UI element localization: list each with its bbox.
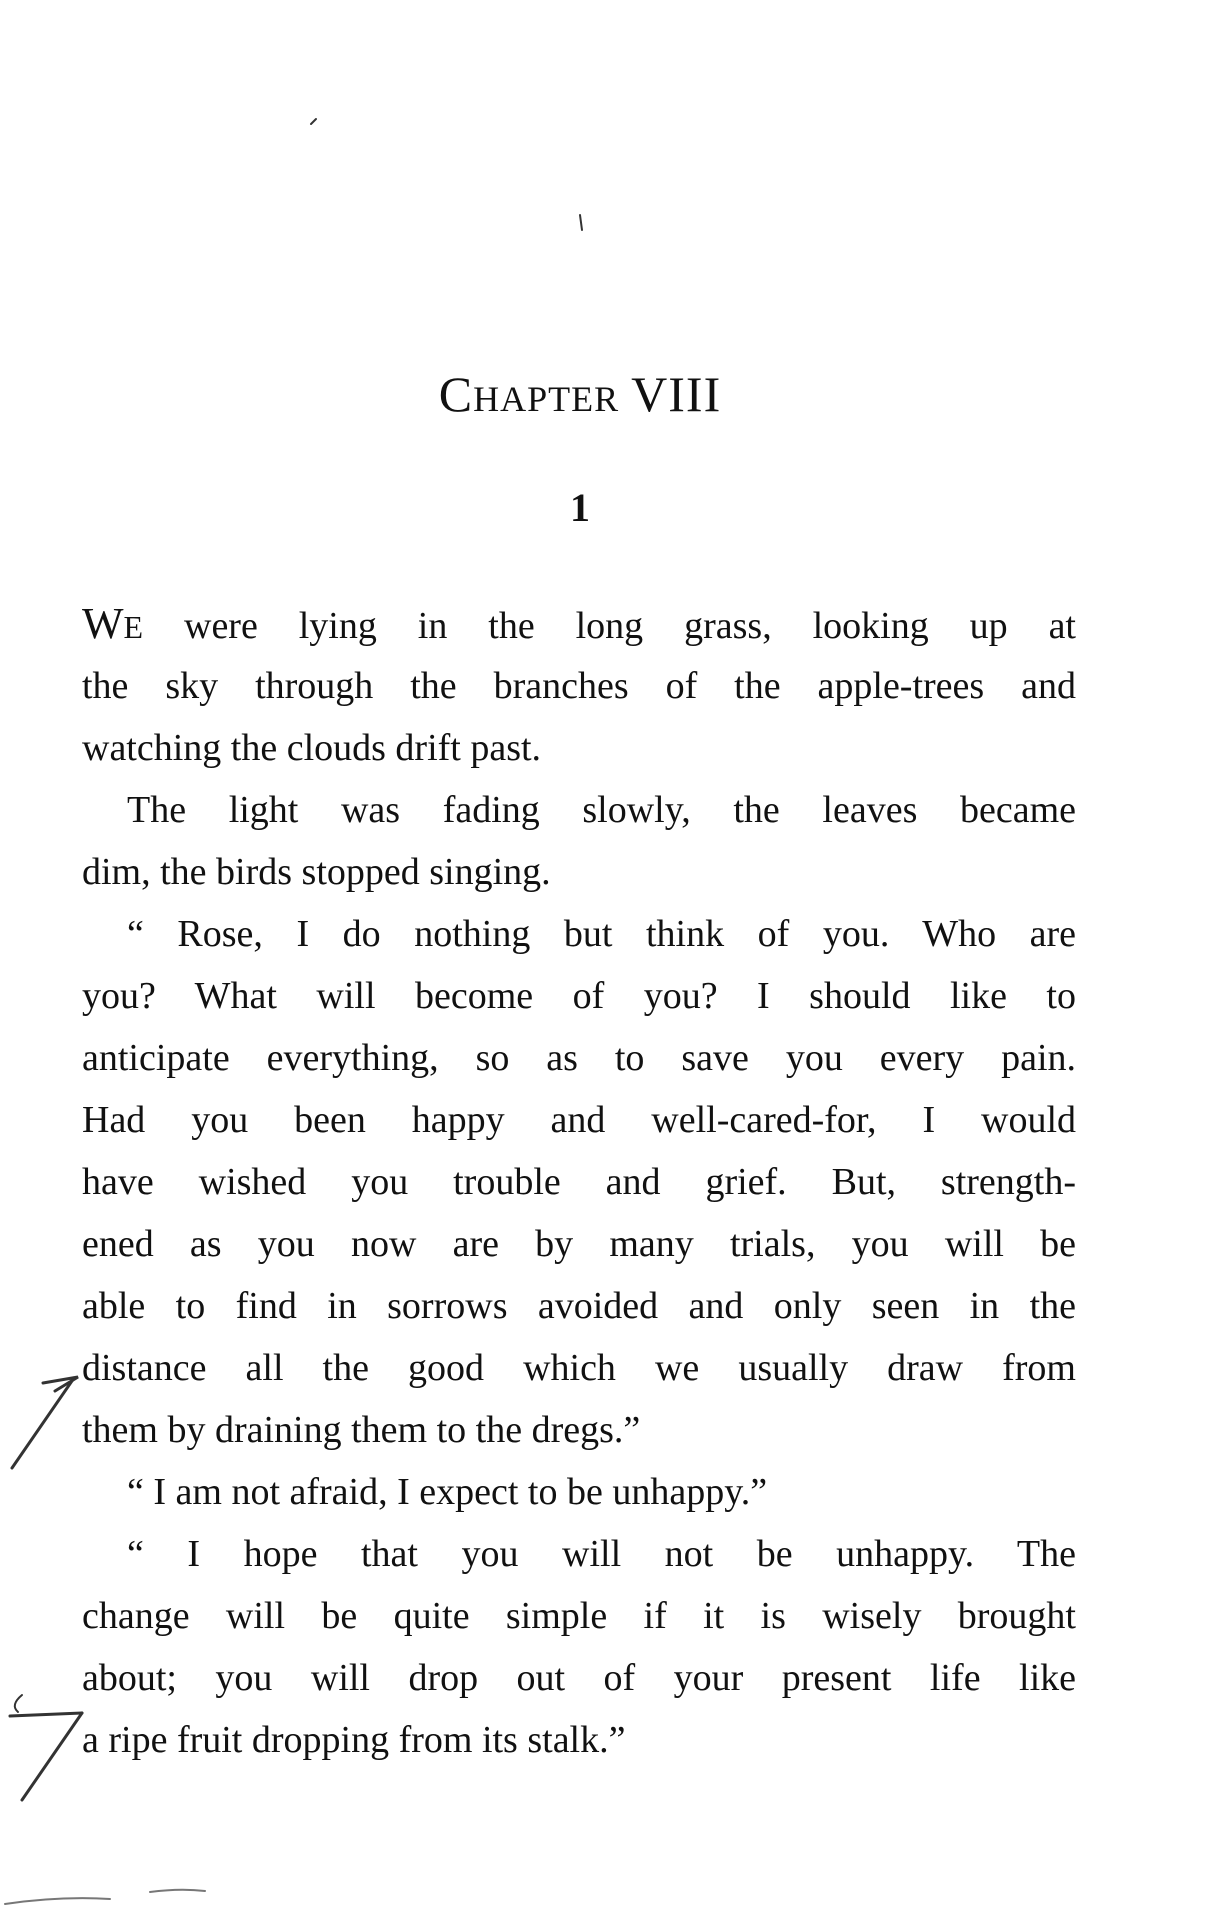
text-line-16: “ I hope that you will not be unhappy. The xyxy=(127,1533,1076,1575)
body-text xyxy=(82,593,1076,1771)
chapter-heading xyxy=(0,365,1160,423)
speck-top xyxy=(311,119,316,124)
text-line-13: distance all the good which we usually draw from xyxy=(82,1347,1076,1389)
text-line-1-body: were lying in the long grass, looking up at xyxy=(143,605,1076,647)
opening-initial: W xyxy=(82,599,124,648)
text-line-2: the sky through the branches of the apple-trees and xyxy=(82,665,1076,707)
chapter-numeral: VIII xyxy=(631,366,722,422)
text-line-5: dim, the birds stopped singing. xyxy=(82,851,551,893)
opening-initial-rest: E xyxy=(123,609,144,645)
text-line-9: Had you been happy and well-cared-for, I would xyxy=(82,1099,1076,1141)
text-line-17: change will be quite simple if it is wisely brought xyxy=(82,1595,1076,1637)
text-line-8: anticipate everything, so as to save you every pain. xyxy=(82,1037,1076,1079)
speck-mid xyxy=(580,215,582,230)
text-line-15: “ I am not afraid, I expect to be unhappy.” xyxy=(127,1471,768,1513)
pencil-mark-lower-top xyxy=(10,1713,82,1716)
text-line-10: have wished you trouble and grief. But, strength- xyxy=(82,1161,1076,1203)
smudge-bottom xyxy=(5,1890,205,1904)
chapter-label-rest: HAPTER xyxy=(473,379,620,419)
section-number: 1 xyxy=(570,485,590,530)
text-line-3: watching the clouds drift past. xyxy=(82,727,542,769)
chapter-label-initial: C xyxy=(438,366,474,422)
text-line-4: The light was fading slowly, the leaves became xyxy=(127,789,1076,831)
text-line-18: about; you will drop out of your present life like xyxy=(82,1657,1076,1699)
text-line-1 xyxy=(82,593,1076,655)
text-line-14: them by draining them to the dregs.” xyxy=(82,1409,641,1451)
pencil-mark-lower-slash xyxy=(22,1713,82,1800)
text-line-12: able to find in sorrows avoided and only seen in the xyxy=(82,1285,1076,1327)
text-line-6: “ Rose, I do nothing but think of you. Who are xyxy=(127,913,1076,955)
pencil-mark-upper-tick xyxy=(43,1377,78,1391)
pencil-mark-upper-slash xyxy=(12,1378,74,1468)
text-line-7: you? What will become of you? I should like to xyxy=(82,975,1076,1017)
text-line-11: ened as you now are by many trials, you will be xyxy=(82,1223,1076,1265)
pencil-mark-lower-hook xyxy=(15,1695,22,1712)
text-line-19: a ripe fruit dropping from its stalk.” xyxy=(82,1719,626,1761)
